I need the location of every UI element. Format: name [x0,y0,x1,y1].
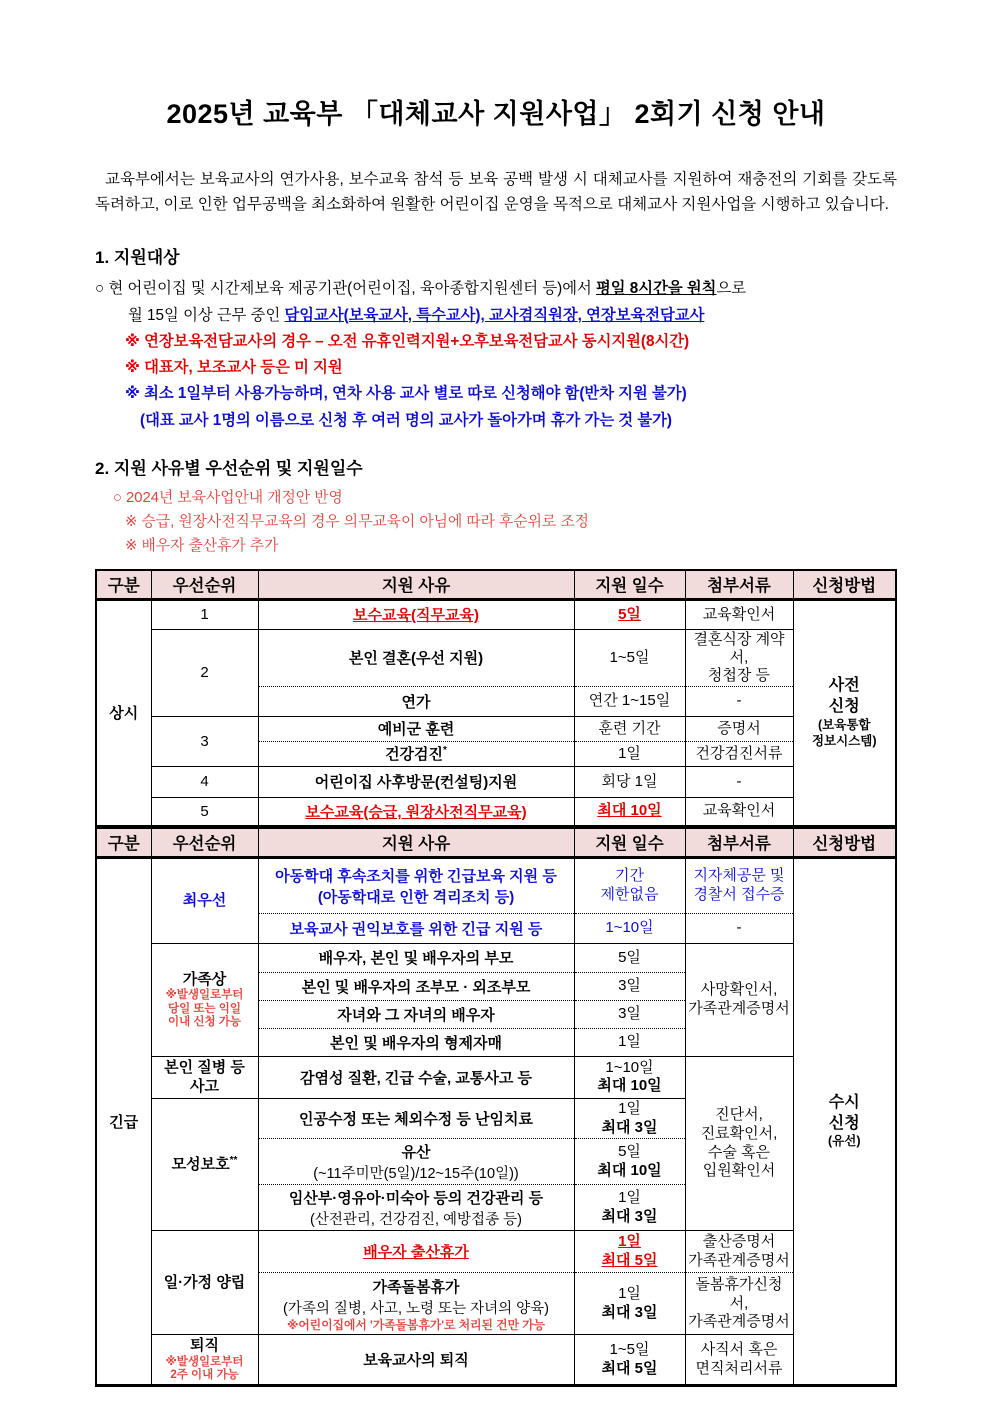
section2-heading: 2. 지원 사유별 우선순위 및 지원일수 [95,459,363,478]
reason-cell: 보육교사의 퇴직 [258,1335,574,1386]
header-days: 지원 일수 [574,570,685,600]
section1-line2 [128,303,897,329]
docs-cell: 교육확인서 [685,797,793,826]
footnote-mark: * [443,745,447,757]
table-header-row [96,828,896,857]
group-own-illness: 본인 질병 등 사고 [151,1056,258,1098]
header-priority: 우선순위 [151,570,258,600]
reason-cell: 임산부·영유아·미숙아 등의 건강관리 등 (산전관리, 건강검진, 예방접종 등) [258,1185,574,1231]
header-reason: 지원 사유 [258,570,574,600]
days-cell: 3일 [574,972,685,1000]
days-cell: 5일 [618,605,641,623]
reason-cell: 인공수정 또는 체외수정 등 난임치료 [258,1098,574,1139]
urgent-support-table [95,828,897,1387]
circle-bullet-icon: ○ [95,280,105,298]
header-reason: 지원 사유 [258,828,574,857]
header-method: 신청방법 [793,570,896,600]
table-row [96,1056,896,1098]
header-gubun: 구분 [96,828,151,857]
priority-cell: 5 [151,797,258,826]
priority-cell: 4 [151,766,258,797]
group-maternity: 모성보호** [151,1098,258,1231]
days-cell: 기간 제한없음 [574,857,685,913]
table-row [96,599,896,629]
docs-cell: 진단서, 진료확인서, 수술 혹은 입원확인서 [685,1056,793,1231]
days-cell: 1일 최대 3일 [574,1185,685,1231]
days-cell: 5일 [574,943,685,972]
docs-cell: 결혼식장 계약서, 청첩장 등 [685,629,793,686]
header-days: 지원 일수 [574,828,685,857]
days-cell: 1일 [574,741,685,766]
table-row [96,943,896,972]
group-family-death: 가족상 ※발생일로부터 당일 또는 익일 이내 신청 가능 [151,943,258,1056]
section-support-target [95,243,897,434]
days-cell: 훈련 기간 [574,716,685,741]
reason-cell: 어린이집 사후방문(컨설팅)지원 [258,766,574,797]
section1-line1-suffix: 으로 [716,280,747,298]
reason-cell: 보수교육(직무교육) [353,607,479,625]
reason-cell: 가족돌봄휴가 (가족의 질병, 사고, 노령 또는 자녀의 양육) ※어린이집에서 '가족돌봄휴가'로 처리된 건만 가능 [258,1273,574,1335]
section2-bullet2: ※ 승급, 원장사전직무교육의 경우 의무교육이 아님에 따라 후순위로 조정 [125,513,589,530]
reason-cell: 배우자, 본인 및 배우자의 부모 [258,943,574,972]
days-cell: 1일 최대 3일 [574,1098,685,1139]
section1-line2-text: 월 15일 이상 근무 중인 [128,306,281,324]
gubun-regular: 상시 [96,599,151,826]
table-row [96,857,896,913]
reason-cell: 배우자 출산휴가 [258,1231,574,1273]
section1-line1 [95,276,897,302]
docs-cell: - [685,913,793,943]
reason-cell: 본인 결혼(우선 지원) [258,629,574,686]
regular-support-table [95,569,897,828]
section2-bullet1: ○ 2024년 보육사업안내 개정안 반영 [113,490,343,506]
docs-cell: 건강검진서류 [685,741,793,766]
reason-cell: 보수교육(승급, 원장사전직무교육) [305,803,527,821]
docs-cell: 출산증명서 가족관계증명서 [685,1231,793,1273]
reason-cell: 건강검진* [258,741,574,766]
group-work-family: 일·가정 양립 [151,1231,258,1335]
reason-cell: 자녀와 그 자녀의 배우자 [258,1000,574,1028]
docs-cell: 사망확인서, 가족관계증명서 [685,943,793,1056]
priority-tables [95,569,897,1387]
table-header-row [96,570,896,600]
priority-cell: 3 [151,716,258,766]
group-top-priority: 최우선 [151,857,258,943]
document-title: 2025년 교육부 「대체교사 지원사업」 2회기 신청 안내 [166,99,826,129]
days-cell: 3일 [574,1000,685,1028]
section1-red-note1: ※ 연장보육전담교사의 경우 – 오전 유휴인력지원+오후보육전담교사 동시지원(8시간) [125,332,690,350]
reason-cell: 보육교사 권익보호를 위한 긴급 지원 등 [258,913,574,943]
gubun-urgent: 긴급 [96,857,151,1385]
reason-cell: 감염성 질환, 긴급 수술, 교통사고 등 [258,1056,574,1098]
method-regular: 사전 신청 (보육통합 정보시스템) [793,599,896,826]
section1-line1-emphasis: 평일 8시간을 원칙 [596,280,717,298]
docs-cell: 지자체공문 및 경찰서 접수증 [685,857,793,913]
reason-cell: 아동학대 후속조치를 위한 긴급보육 지원 등 (아동학대로 인한 격리조치 등) [258,857,574,913]
intro-paragraph: 교육부에서는 보육교사의 연가사용, 보수교육 참석 등 보육 공백 발생 시 대체교사를 지원하여 재충전의 기회를 갖도록 독려하고, 이로 인한 업무공백을 최소화하여 원활한 어린이집 운영을 목적으로 대체교사 지원사업을 시행하고 있습니다. [95,171,897,214]
section1-blue-note1: ※ 최소 1일부터 사용가능하며, 연차 사용 교사 별로 따로 신청해야 함(반차 지원 불가) [125,385,687,403]
docs-cell: 교육확인서 [685,599,793,629]
days-cell: 1~5일 최대 5일 [574,1335,685,1386]
days-cell: 연간 1~15일 [574,686,685,716]
days-cell: 1일 최대 3일 [574,1273,685,1335]
priority-cell: 1 [151,599,258,629]
section1-line2-emphasis: 담임교사(보육교사, 특수교사), 교사겸직원장, 연장보육전담교사 [284,306,705,324]
header-docs: 첨부서류 [685,570,793,600]
docs-cell: 증명서 [685,716,793,741]
method-urgent: 수시 신청 (유선) [793,857,896,1385]
docs-cell: - [685,686,793,716]
days-cell: 5일 최대 10일 [574,1139,685,1185]
docs-cell: - [685,766,793,797]
docs-cell: 돌봄휴가신청서, 가족관계증명서 [685,1273,793,1335]
header-method: 신청방법 [793,828,896,857]
section1-blue-note2: (대표 교사 1명의 이름으로 신청 후 여러 명의 교사가 돌아가며 휴가 가는 것 불가) [140,411,673,429]
docs-cell: 사직서 혹은 면직처리서류 [685,1335,793,1386]
reason-cell: 유산 (~11주미만(5일)/12~15주(10일)) [258,1139,574,1185]
days-cell: 1~5일 [574,629,685,686]
reason-cell: 연가 [258,686,574,716]
table-row [96,629,896,686]
header-priority: 우선순위 [151,828,258,857]
header-gubun: 구분 [96,570,151,600]
footnote-mark: ** [229,1154,238,1166]
table-row [96,716,896,741]
reason-cell: 예비군 훈련 [258,716,574,741]
table-row [96,797,896,826]
section-priority [95,454,897,559]
days-cell: 1일 최대 5일 [574,1231,685,1273]
reason-cell: 본인 및 배우자의 형제자매 [258,1028,574,1056]
days-cell: 최대 10일 [597,802,662,820]
section1-heading: 1. 지원대상 [95,248,180,268]
header-docs: 첨부서류 [685,828,793,857]
section2-bullet3: ※ 배우자 출산휴가 추가 [125,537,279,554]
table-row [96,1335,896,1386]
section1-line1-text: 현 어린이집 및 시간제보육 제공기관(어린이집, 육아종합지원센터 등)에서 [108,280,592,298]
days-cell: 1~10일 [574,913,685,943]
days-cell: 1일 [574,1028,685,1056]
table-row [96,1231,896,1273]
reason-cell: 본인 및 배우자의 조부모 · 외조부모 [258,972,574,1000]
days-cell: 회당 1일 [574,766,685,797]
table-row [96,766,896,797]
section1-red-note2: ※ 대표자, 보조교사 등은 미 지원 [125,359,343,377]
group-resignation: 퇴직 ※발생일로부터 2주 이내 가능 [151,1335,258,1386]
priority-cell: 2 [151,629,258,716]
days-cell: 1~10일 최대 10일 [574,1056,685,1098]
